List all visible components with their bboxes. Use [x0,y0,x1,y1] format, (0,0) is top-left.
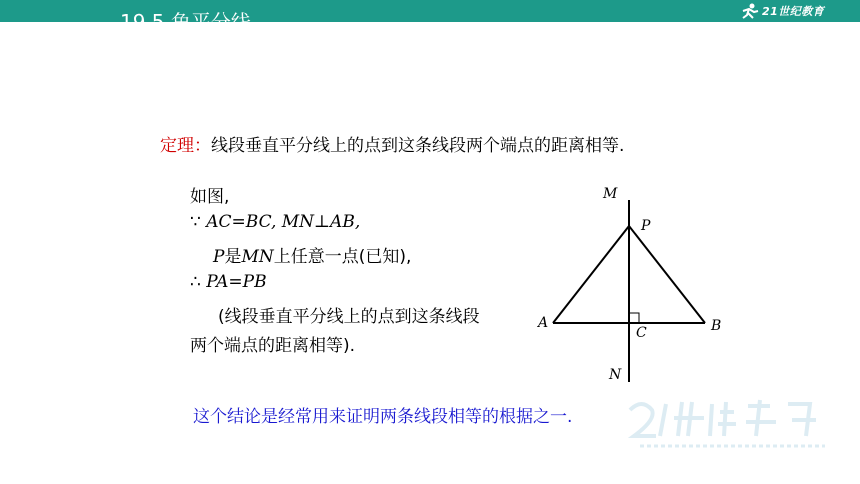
label-p: P [641,218,651,234]
proof-reason-line-2: 两个端点的距离相等). [190,336,356,356]
segment-mn: MN [241,247,274,267]
given-statement: AC=BC, MN⊥AB, [206,212,361,232]
theorem-label: 定理： [160,136,211,156]
logo-text: 21世纪教育 [762,5,825,18]
segment-pb [629,226,705,323]
because-symbol: ∵ [190,212,207,232]
label-b: B [711,318,722,334]
proof-reason-line-1: (线段垂直平分线上的点到这条线段 [218,307,480,327]
point-p: P [213,247,225,267]
label-m: M [603,186,618,202]
any-point-text: 上任意一点(已知), [273,247,412,267]
lesson-title: 19.5 角平分线 [120,10,251,34]
label-c: C [636,325,647,341]
theorem-text: 线段垂直平分线上的点到这条线段两个端点的距离相等. [211,136,625,156]
label-a: A [538,315,549,331]
watermark-logo [620,388,840,458]
is-text: 是 [224,247,242,267]
label-n: N [609,367,622,383]
segment-pa [553,226,629,323]
conclusion-text: 这个结论是经常用来证明两条线段相等的根据之一. [193,407,573,427]
right-angle-mark [629,313,639,323]
result-statement: PA=PB [206,272,267,292]
therefore-symbol: ∴ [190,272,207,292]
proof-line-1: 如图, [190,187,230,207]
